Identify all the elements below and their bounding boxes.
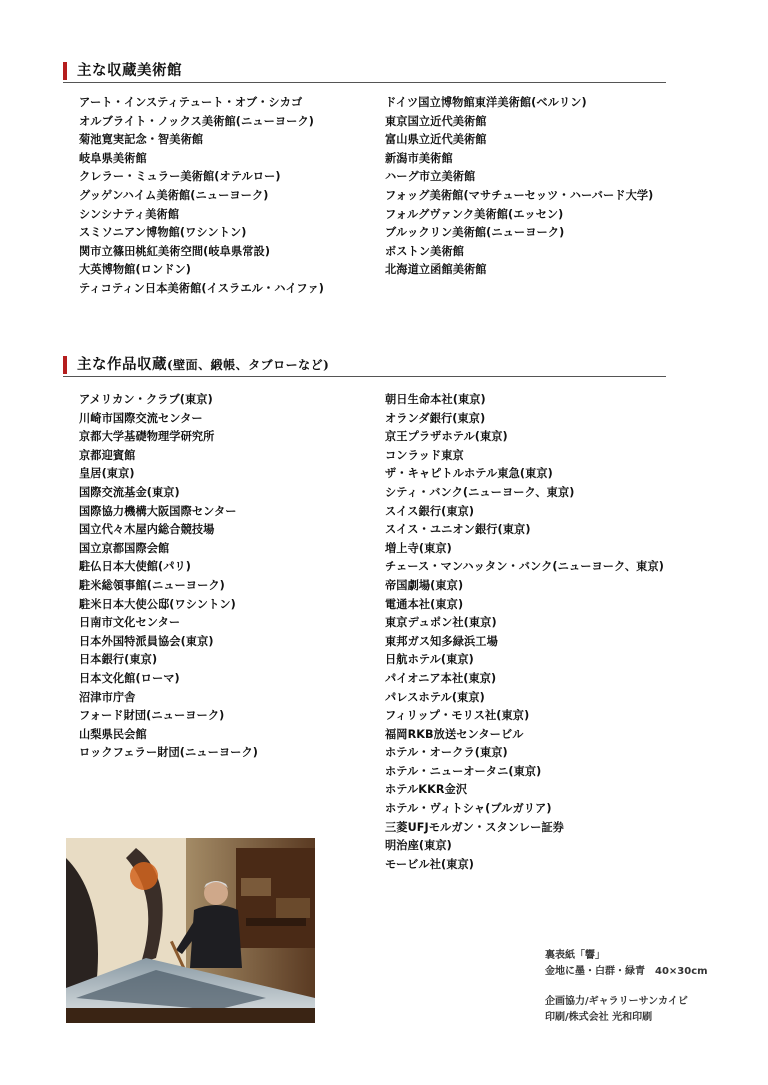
list-item: ホテルKKR金沢 [385, 783, 468, 797]
list-item: オルブライト・ノックス美術館(ニューヨーク) [79, 114, 314, 128]
works-list-right [385, 391, 664, 874]
list-item: 山梨県民会館 [79, 727, 147, 741]
museums-list-right [385, 94, 653, 280]
list-item: 増上寺(東京) [385, 541, 452, 555]
list-item: 明治座(東京) [385, 839, 452, 853]
heading-accent-bar [63, 62, 67, 80]
list-item: 日本文化館(ローマ) [79, 671, 180, 685]
list-item: 三菱UFJモルガン・スタンレー証券 [385, 820, 564, 834]
list-item: フォッグ美術館(マサチューセッツ・ハーバード大学) [385, 188, 654, 202]
list-item: アート・インスティテュート・オブ・シカゴ [79, 96, 303, 109]
list-item: ホテル・ニューオータニ(東京) [385, 764, 542, 778]
list-item: クレラー・ミュラー美術館(オテルロー) [79, 170, 281, 184]
list-item: ボストン美術館 [385, 244, 465, 258]
list-item: ロックフェラー財団(ニューヨーク) [79, 746, 258, 760]
list-item: パイオニア本社(東京) [385, 671, 497, 685]
list-item: 皇居(東京) [79, 467, 135, 481]
list-item: 沼津市庁舎 [79, 690, 136, 704]
list-item: 帝国劇場(東京) [385, 578, 464, 592]
caption-cooperation: 企画協力/ギャラリーサンカイビ [545, 996, 688, 1007]
works-heading-sub: (壁面、緞帳、タブローなど) [167, 358, 330, 372]
caption-printing: 印刷/株式会社 光和印刷 [545, 1012, 653, 1023]
list-item: 東邦ガス知多緑浜工場 [385, 634, 498, 648]
list-item: 富山県立近代美術館 [385, 133, 487, 147]
list-item: 福岡RKB放送センタービル [385, 727, 524, 741]
list-item: 国際交流基金(東京) [79, 485, 180, 499]
list-item: 国立代々木屋内総合競技場 [79, 523, 215, 537]
list-item: ブルックリン美術館(ニューヨーク) [385, 226, 565, 240]
list-item: 東京デュポン社(東京) [385, 616, 497, 630]
list-item: 駐仏日本大使館(パリ) [79, 560, 192, 574]
list-item: 岐阜県美術館 [79, 151, 147, 165]
works-list-left [79, 391, 258, 763]
list-item: フィリップ・モリス社(東京) [385, 709, 530, 723]
works-section-heading [63, 356, 666, 377]
list-item: 新潟市美術館 [385, 151, 453, 165]
list-item: 駐米総領事館(ニューヨーク) [79, 578, 225, 592]
caption-medium: 金地に墨・白群・緑青 40×30cm [545, 966, 708, 977]
list-item: チェース・マンハッタン・バンク(ニューヨーク、東京) [385, 560, 664, 574]
list-item: ティコティン日本美術館(イスラエル・ハイファ) [79, 281, 325, 295]
heading-accent-bar [63, 356, 67, 374]
list-item: 国立京都国際会館 [79, 541, 170, 555]
list-item: 朝日生命本社(東京) [385, 393, 486, 406]
list-item: 駐米日本大使公邸(ワシントン) [79, 597, 236, 611]
list-item: 日本銀行(東京) [79, 653, 158, 667]
list-item: スミソニアン博物館(ワシントン) [79, 226, 247, 240]
list-item: 関市立篠田桃紅美術空間(岐阜県常設) [79, 244, 271, 258]
list-item: ホテル・オークラ(東京) [385, 746, 508, 760]
list-item: ホテル・ヴィトシャ(ブルガリア) [385, 802, 552, 816]
list-item: シンシナティ美術館 [79, 207, 180, 221]
list-item: 電通本社(東京) [385, 597, 464, 611]
list-item: スイス銀行(東京) [385, 504, 475, 518]
list-item: モービル社(東京) [385, 857, 474, 871]
list-item: スイス・ユニオン銀行(東京) [385, 523, 531, 537]
museums-section-heading [63, 62, 666, 83]
list-item: 大英博物館(ロンドン) [79, 263, 192, 277]
caption-title: 裏表紙「響」 [545, 950, 605, 961]
list-item: ドイツ国立博物館東洋美術館(ベルリン) [385, 96, 587, 109]
list-item: 日航ホテル(東京) [385, 653, 474, 667]
list-item: 北海道立函館美術館 [385, 263, 487, 277]
works-heading-main: 主な作品収蔵 [77, 356, 167, 373]
list-item: 日本外国特派員協会(東京) [79, 634, 214, 648]
list-item: シティ・バンク(ニューヨーク、東京) [385, 485, 575, 499]
list-item: 京都大学基礎物理学研究所 [79, 430, 215, 444]
list-item: オランダ銀行(東京) [385, 411, 486, 425]
list-item: フォード財団(ニューヨーク) [79, 709, 225, 723]
list-item: 日南市文化センター [79, 616, 181, 630]
list-item: グッゲンハイム美術館(ニューヨーク) [79, 188, 269, 202]
works-heading [77, 356, 329, 374]
list-item: 川崎市国際交流センター [79, 411, 203, 425]
list-item: アメリカン・クラブ(東京) [79, 393, 213, 406]
artist-photo [66, 838, 315, 1023]
museums-heading: 主な収蔵美術館 [77, 62, 182, 79]
list-item: パレスホテル(東京) [385, 690, 485, 704]
list-item: ザ・キャピトルホテル東急(東京) [385, 467, 553, 481]
list-item: 菊池寛実記念・智美術館 [79, 133, 204, 147]
list-item: 東京国立近代美術館 [385, 114, 487, 128]
museums-list-left [79, 94, 324, 299]
list-item: 国際協力機構大阪国際センター [79, 504, 237, 518]
list-item: ハーグ市立美術館 [385, 170, 476, 184]
list-item: 京都迎賓館 [79, 448, 136, 462]
list-item: 京王プラザホテル(東京) [385, 430, 508, 444]
list-item: フォルグヴァンク美術館(エッセン) [385, 207, 564, 221]
list-item: コンラッド東京 [385, 448, 464, 462]
